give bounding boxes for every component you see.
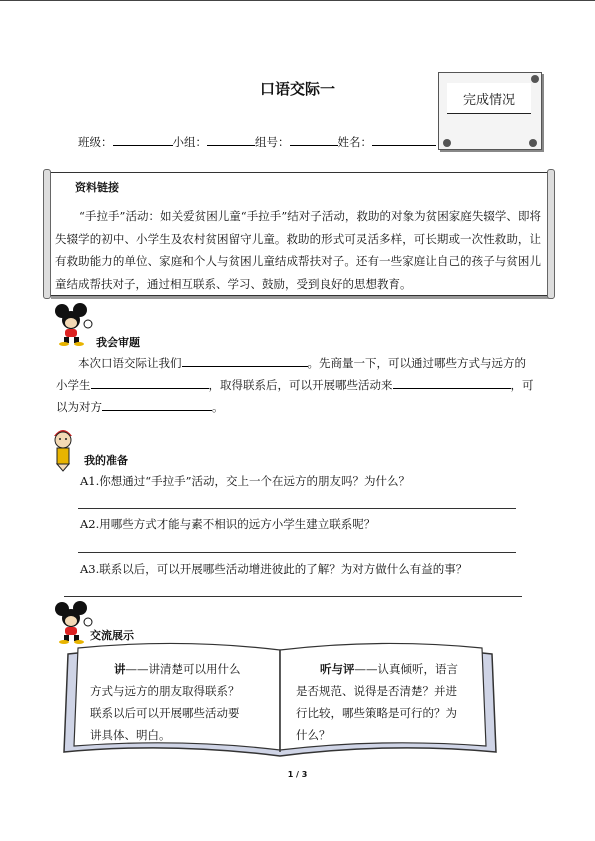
- answer-line-a2[interactable]: [78, 552, 516, 553]
- name-label: 姓名：: [337, 135, 372, 149]
- s1-blank4[interactable]: [102, 398, 212, 411]
- number-label: 组号：: [255, 135, 290, 149]
- section1-text: [56, 352, 546, 418]
- s1-seg5: ，可: [510, 378, 534, 392]
- scroll-left-roll: [43, 169, 51, 299]
- class-field[interactable]: [113, 133, 173, 146]
- s1-blank2[interactable]: [91, 376, 209, 389]
- scroll-knob-icon: [443, 139, 451, 147]
- top-rule: [0, 0, 595, 1]
- left-page-text: ——讲清楚可以用什么方式与远方的朋友取得联系？联系以后可以开展哪些活动要讲具体、明白。: [90, 662, 241, 742]
- book-left-page: [90, 658, 250, 746]
- completion-box: [438, 72, 542, 150]
- right-page-text: ——认真倾听，语言是否规范、说得是否清楚？并进行比较，哪些策略是可行的？为什么？: [296, 662, 458, 742]
- resource-caption: 资料链接: [75, 181, 119, 194]
- s1-seg3: 小学生: [56, 378, 91, 392]
- mickey-mascot-icon: [50, 600, 94, 644]
- s1-seg7: 。: [212, 400, 224, 414]
- s1-seg4: ，取得联系后，可以开展哪些活动来: [208, 378, 393, 392]
- pencil-mascot-icon: [48, 424, 78, 472]
- group-label: 小组：: [172, 135, 207, 149]
- resource-text: “手拉手”活动：如关爱贫困儿童“手拉手”结对子活动，救助的对象为贫困家庭失辍学、即将失辍学的初中、小学生及农村贫困留守儿童。救助的形式可灵活多样，可长期或一次性救助，让有救助能力的单位、家庭和个人与贫困儿童结成帮扶对子。还有一些家庭让自己的孩子与贫困儿童结成帮扶对子，通过相互联系、学习、鼓励，受到良好的思想教育。: [55, 209, 541, 291]
- left-page-bold: 讲: [114, 662, 126, 676]
- section3-heading: 交流展示: [90, 629, 134, 642]
- resource-box: [48, 172, 550, 296]
- s1-blank1[interactable]: [182, 354, 308, 367]
- scroll-knob-icon: [529, 139, 537, 147]
- s1-seg2: 。先商量一下，可以通过哪些方式与远方的: [307, 356, 526, 370]
- right-page-bold: 听与评: [320, 662, 355, 676]
- scroll-knob-icon: [531, 75, 539, 83]
- student-info-row: [78, 133, 436, 150]
- number-field[interactable]: [290, 133, 338, 146]
- mickey-mascot-icon: [50, 302, 94, 346]
- page-number: 1 / 3: [287, 770, 308, 779]
- question-a2: A2.用哪些方式才能与素不相识的远方小学生建立联系呢？: [80, 517, 376, 531]
- completion-label-area: [447, 83, 531, 114]
- section1-heading: 我会审题: [96, 336, 140, 349]
- page-title: 口语交际一: [259, 80, 335, 98]
- question-a1: A1.你想通过“手拉手”活动，交上一个在远方的朋友吗？为什么？: [80, 474, 411, 488]
- question-a3: A3.联系以后，可以开展哪些活动增进彼此的了解？为对方做什么有益的事？: [80, 562, 468, 576]
- name-field[interactable]: [372, 133, 436, 146]
- s1-blank3[interactable]: [393, 376, 511, 389]
- group-field[interactable]: [207, 133, 255, 146]
- completion-label: 完成情况: [462, 93, 515, 108]
- book-right-page: [296, 658, 466, 746]
- section2-heading: 我的准备: [84, 454, 128, 467]
- answer-line-a1[interactable]: [78, 508, 516, 509]
- class-label: 班级：: [78, 135, 113, 149]
- s1-seg1: 本次口语交际让我们: [78, 356, 182, 370]
- s1-seg6: 以为对方: [56, 400, 102, 414]
- scroll-right-roll: [547, 169, 555, 299]
- answer-line-a3[interactable]: [64, 596, 522, 597]
